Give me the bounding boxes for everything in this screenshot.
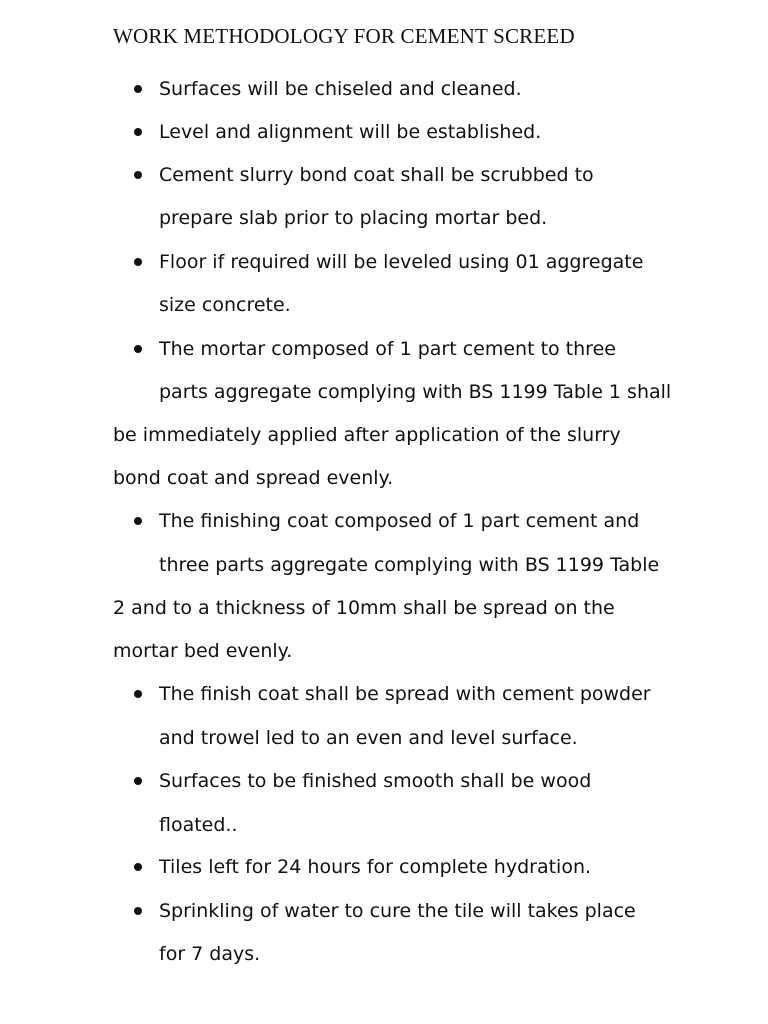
bullet-icon xyxy=(134,128,142,136)
list-item-line: parts aggregate complying with BS 1199 Table 1 shall xyxy=(159,381,672,403)
list-item-line: Cement slurry bond coat shall be scrubbed to xyxy=(159,164,594,186)
bullet-icon xyxy=(134,777,142,785)
list-item-line: Floor if required will be leveled using 01 aggregate xyxy=(159,251,644,273)
list-item-line: bond coat and spread evenly. xyxy=(113,467,394,489)
list-item-line: floated.. xyxy=(159,814,238,836)
list-item-line: three parts aggregate complying with BS 1199 Table xyxy=(159,554,660,576)
bullet-icon xyxy=(134,517,142,525)
list-item-line: mortar bed evenly. xyxy=(113,640,293,662)
list-item-line: size concrete. xyxy=(159,294,291,316)
list-item-line: The finishing coat composed of 1 part cement and xyxy=(159,510,640,532)
list-item-line: Surfaces will be chiseled and cleaned. xyxy=(159,78,522,100)
list-item-line: The finish coat shall be spread with cement powder xyxy=(159,683,651,705)
bullet-icon xyxy=(134,863,142,871)
list-item-line: and trowel led to an even and level surface. xyxy=(159,727,578,749)
list-item-line: The mortar composed of 1 part cement to three xyxy=(159,338,616,360)
bullet-icon xyxy=(134,907,142,915)
bullet-icon xyxy=(134,690,142,698)
page-title: WORK METHODOLOGY FOR CEMENT SCREED xyxy=(113,24,575,48)
bullet-icon xyxy=(134,258,142,266)
list-item-line: for 7 days. xyxy=(159,943,261,965)
list-item-line: Surfaces to be finished smooth shall be wood xyxy=(159,770,592,792)
bullet-icon xyxy=(134,171,142,179)
bullet-icon xyxy=(134,85,142,93)
list-item-line: 2 and to a thickness of 10mm shall be spread on the xyxy=(113,597,615,619)
list-item-line: prepare slab prior to placing mortar bed. xyxy=(159,207,548,229)
list-item-line: be immediately applied after application of the slurry xyxy=(113,424,621,446)
list-item-line: Level and alignment will be established. xyxy=(159,121,542,143)
list-item-line: Sprinkling of water to cure the tile will takes place xyxy=(159,900,636,922)
list-item-line: Tiles left for 24 hours for complete hydration. xyxy=(159,856,592,878)
bullet-icon xyxy=(134,345,142,353)
